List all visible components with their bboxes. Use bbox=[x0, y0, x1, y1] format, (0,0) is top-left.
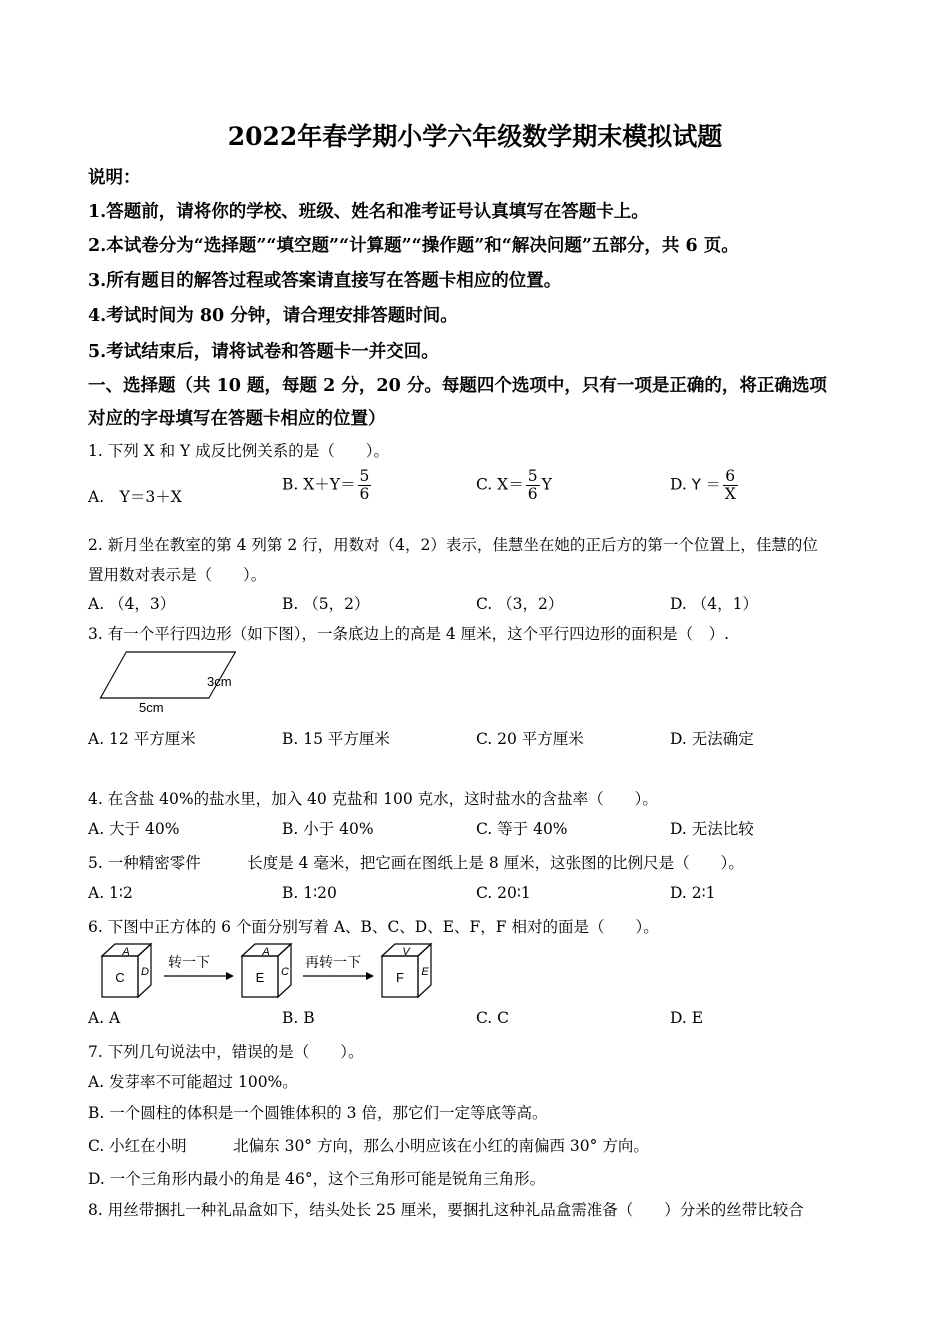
q3-option-b: B. 15 平方厘米 bbox=[282, 730, 390, 748]
side-label: 3cm bbox=[207, 674, 232, 689]
q6-option-a: A. A bbox=[88, 1009, 121, 1027]
question-6-stem: 6. 下图中正方体的 6 个面分别写着 A、B、C、D、E、F，F 相对的面是（ ）。 bbox=[88, 918, 659, 936]
cube2-side-face: C bbox=[281, 966, 289, 978]
q2-option-c: C. （3，2） bbox=[476, 595, 564, 613]
cube-1 bbox=[102, 944, 151, 997]
cube2-front-face: E bbox=[255, 970, 265, 985]
question-2-stem: 2. 新月坐在教室的第 4 列第 2 行，用数对（4，2）表示，佳慧坐在她的正后方的第一个位置上，佳慧的位 bbox=[88, 536, 818, 554]
q4-option-c: C. 等于 40% bbox=[476, 820, 568, 838]
instruction-item: 5.考试结束后，请将试卷和答题卡一并交回。 bbox=[88, 342, 439, 362]
q1-c-prefix: C. X＝ bbox=[476, 475, 524, 494]
cube-rotation-figure bbox=[98, 940, 443, 1002]
arrow1-label: 转一下 bbox=[168, 954, 210, 970]
q2-option-a: A. （4，3） bbox=[88, 595, 176, 613]
q1-option-a: A. Y＝3＋X bbox=[88, 488, 182, 506]
arrow2-label: 再转一下 bbox=[305, 954, 361, 970]
cube-3 bbox=[382, 944, 431, 997]
q6-option-c: C. C bbox=[476, 1009, 510, 1027]
instruction-item: 1.答题前，请将你的学校、班级、姓名和准考证号认真填写在答题卡上。 bbox=[88, 202, 649, 222]
frac-numerator: 5 bbox=[359, 467, 370, 485]
question-8-stem: 8. 用丝带捆扎一种礼品盒如下，结头处长 25 厘米，要捆扎这种礼品盒需准备（ ）分米的丝带比较合 bbox=[88, 1201, 804, 1219]
q1-option-d bbox=[670, 468, 740, 503]
frac-denominator: X bbox=[724, 485, 736, 504]
base-label: 5cm bbox=[139, 700, 164, 715]
q1-option-b bbox=[282, 468, 373, 503]
cube2-top-face: A bbox=[262, 946, 270, 958]
question-2-stem-cont: 置用数对表示是（ ）。 bbox=[88, 566, 267, 584]
q1-d-fraction bbox=[723, 468, 738, 503]
frac-numerator: 6 bbox=[723, 468, 738, 486]
q5-option-a: A. 1∶2 bbox=[88, 884, 133, 902]
instructions-heading: 说明： bbox=[88, 168, 141, 188]
question-3-stem: 3. 有一个平行四边形（如下图），一条底边上的高是 4 厘米，这个平行四边形的面积是（ ）. bbox=[88, 625, 730, 643]
q4-option-d: D. 无法比较 bbox=[670, 820, 754, 838]
cube1-side-face: D bbox=[141, 966, 149, 978]
section-heading-cont: 对应的字母填写在答题卡相应的位置） bbox=[88, 409, 386, 429]
arrow-right-icon bbox=[366, 972, 374, 980]
q2-option-d: D. （4，1） bbox=[670, 595, 758, 613]
page-title: 2022年春学期小学六年级数学期末模拟试题 bbox=[227, 122, 723, 151]
q4-option-a: A. 大于 40% bbox=[88, 820, 180, 838]
q2-option-b: B. （5，2） bbox=[282, 595, 370, 613]
cube1-top-face: A bbox=[122, 946, 130, 958]
frac-numerator: 5 bbox=[527, 467, 538, 485]
cube3-side-face: E bbox=[421, 966, 429, 978]
cube1-front-face: C bbox=[115, 970, 125, 985]
cube3-top-face: V bbox=[402, 946, 410, 958]
q1-b-fraction bbox=[358, 468, 372, 503]
q5-option-b: B. 1∶20 bbox=[282, 884, 337, 902]
q1-b-prefix: B. X＋Y＝ bbox=[282, 475, 356, 494]
q5-option-c: C. 20∶1 bbox=[476, 884, 531, 902]
question-5-stem: 5. 一种精密零件 长度是 4 毫米，把它画在图纸上是 8 厘米，这张图的比例尺是（ ）。 bbox=[88, 854, 744, 872]
q7-option-a: A. 发芽率不可能超过 100%。 bbox=[88, 1073, 298, 1091]
q3-option-c: C. 20 平方厘米 bbox=[476, 730, 584, 748]
parallelogram-figure bbox=[95, 646, 255, 718]
q4-option-b: B. 小于 40% bbox=[282, 820, 374, 838]
q1-d-mid: Y ＝ bbox=[691, 475, 721, 494]
q7-option-b: B. 一个圆柱的体积是一个圆锥体积的 3 倍，那它们一定等底等高。 bbox=[88, 1104, 548, 1122]
instruction-item: 3.所有题目的解答过程或答案请直接写在答题卡相应的位置。 bbox=[88, 271, 562, 291]
q3-option-d: D. 无法确定 bbox=[670, 730, 754, 748]
section-heading: 一、选择题（共 10 题，每题 2 分，20 分。每题四个选项中，只有一项是正确的，将正确选项 bbox=[88, 376, 827, 396]
q5-option-d: D. 2∶1 bbox=[670, 884, 716, 902]
frac-denominator: 6 bbox=[359, 485, 370, 504]
frac-denominator: 6 bbox=[527, 485, 538, 504]
question-1-stem: 1. 下列 X 和 Y 成反比例关系的是（ ）。 bbox=[88, 442, 389, 460]
q1-option-c bbox=[476, 468, 552, 503]
question-7-stem: 7. 下列几句说法中，错误的是（ ）。 bbox=[88, 1043, 364, 1061]
q1-c-suffix: Y bbox=[541, 475, 552, 494]
question-4-stem: 4. 在含盐 40%的盐水里，加入 40 克盐和 100 克水，这时盐水的含盐率（ ）。 bbox=[88, 790, 658, 808]
q1-c-fraction bbox=[526, 468, 540, 503]
q7-option-c: C. 小红在小明 北偏东 30° 方向，那么小明应该在小红的南偏西 30° 方向。 bbox=[88, 1137, 649, 1155]
cube3-front-face: F bbox=[396, 970, 404, 985]
q1-d-prefix: D. bbox=[670, 475, 687, 494]
q6-option-d: D. E bbox=[670, 1009, 704, 1027]
instruction-item: 2.本试卷分为“选择题”“填空题”“计算题”“操作题”和“解决问题”五部分，共 6 页。 bbox=[88, 236, 739, 256]
q3-option-a: A. 12 平方厘米 bbox=[88, 730, 196, 748]
q6-option-b: B. B bbox=[282, 1009, 315, 1027]
arrow-right-icon bbox=[226, 972, 234, 980]
q7-option-d: D. 一个三角形内最小的角是 46°，这个三角形可能是锐角三角形。 bbox=[88, 1170, 546, 1188]
cube-2 bbox=[242, 944, 291, 997]
instruction-item: 4.考试时间为 80 分钟，请合理安排答题时间。 bbox=[88, 306, 458, 326]
